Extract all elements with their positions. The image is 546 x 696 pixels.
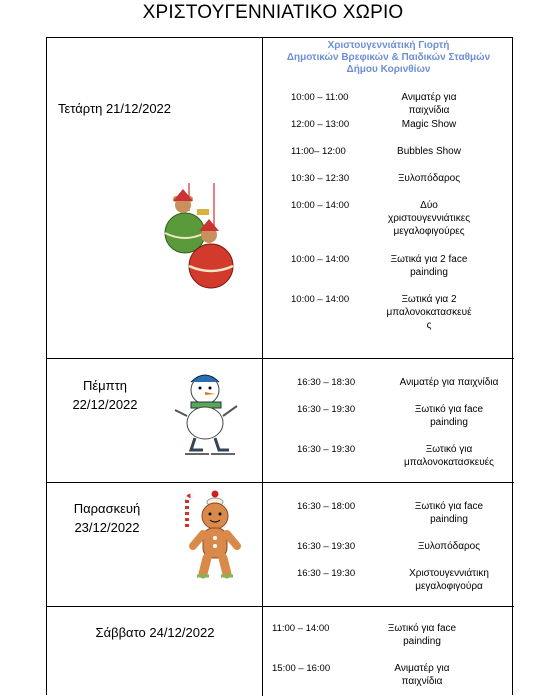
activity-line: παιχνίδια: [408, 105, 450, 116]
event-activity: [384, 403, 514, 429]
header-line: Δημοτικών Βρεφικών & Παιδικών Σταθμών: [286, 52, 491, 63]
event-time: 10:00 – 11:00: [291, 92, 349, 103]
day-date: 22/12/2022: [72, 397, 138, 412]
day-label: [57, 499, 157, 537]
day-label: Τετάρτη 21/12/2022: [57, 101, 172, 116]
day-label: Σάββατο 24/12/2022: [95, 625, 215, 640]
activity-line: Magic Show: [401, 119, 457, 130]
event-time: 10:00 – 14:00: [291, 200, 350, 211]
activity-line: Ξωτικό για face: [414, 501, 484, 512]
event-time: 16:30 – 19:30: [297, 541, 356, 552]
activity-line: Ξωτικό για: [425, 444, 473, 455]
gingerbread-man-icon: [181, 490, 241, 582]
event-time: 11:00– 12:00: [291, 146, 346, 157]
day-name: Πέμπτη: [82, 378, 127, 393]
activity-line: Ξωτικό για face: [387, 623, 457, 634]
event-activity: [357, 622, 487, 648]
activity-line: painding: [430, 514, 468, 525]
event-time: 16:30 – 19:30: [297, 404, 356, 415]
event-activity: [357, 662, 487, 688]
row-divider: [47, 606, 514, 607]
activity-line: Ξυλοπόδαρος: [397, 173, 461, 184]
event-time: 15:00 – 16:00: [272, 663, 331, 674]
event-activity: [384, 443, 514, 469]
event-time: 10:00 – 14:00: [291, 254, 350, 265]
event-time: 16:30 – 19:30: [297, 568, 356, 579]
activity-line: μεγαλοφιγούρες: [393, 226, 465, 237]
event-header: [263, 40, 514, 76]
activity-line: painding: [410, 267, 448, 278]
day-name: Παρασκευή: [73, 501, 141, 516]
column-divider: [262, 38, 263, 696]
event-time: 12:00 – 13:00: [291, 119, 350, 130]
activity-line: Δύο: [420, 200, 438, 211]
activity-line: ς: [426, 320, 432, 331]
activity-line: χριστουγεννιάτικες: [387, 213, 471, 224]
event-activity: [384, 540, 514, 553]
event-activity: [374, 91, 484, 117]
row-divider: [47, 482, 514, 483]
header-line: Δήμου Κορινθίων: [346, 64, 431, 75]
christmas-ornaments-icon: [159, 181, 239, 291]
event-activity: [374, 172, 484, 185]
event-activity: [374, 199, 484, 238]
day-date: 23/12/2022: [74, 520, 140, 535]
row-divider: [47, 358, 514, 359]
activity-line: Ανιματέρ για: [401, 92, 457, 103]
event-activity: [374, 293, 484, 332]
schedule-table: [46, 37, 513, 695]
activity-line: Ανιματέρ για: [394, 663, 450, 674]
activity-line: παιχνίδια: [401, 676, 443, 687]
activity-line: painding: [403, 636, 441, 647]
event-activity: [374, 145, 484, 158]
header-line: Χριστουγεννιάτική Γιορτή: [327, 40, 450, 51]
event-activity: [384, 567, 514, 593]
page-title: ΧΡΙΣΤΟΥΓΕΝΝΙΑΤΙΚΟ ΧΩΡΙΟ: [142, 2, 404, 23]
activity-line: μπαλονοκατασκευές: [404, 457, 494, 468]
event-activity: [374, 253, 484, 279]
event-time: 10:00 – 14:00: [291, 294, 350, 305]
activity-line: painding: [430, 417, 468, 428]
event-activity: [384, 376, 514, 389]
activity-line: Ξωτικό για face: [414, 404, 484, 415]
activity-line: Bubbles Show: [397, 146, 461, 157]
activity-line: Ξωτικά για 2: [401, 294, 457, 305]
event-time: 11:00 – 14:00: [272, 623, 330, 634]
day-label: [65, 376, 145, 414]
event-activity: [374, 118, 484, 131]
activity-line: Χριστουγεννιάτικη: [409, 568, 489, 579]
event-time: 16:30 – 18:00: [297, 501, 356, 512]
snowman-icon: [165, 368, 245, 458]
event-time: 16:30 – 18:30: [297, 377, 356, 388]
activity-line: μεγαλοφιγούρα: [415, 581, 483, 592]
activity-line: Ξωτικά για 2 face: [390, 254, 468, 265]
event-time: 16:30 – 19:30: [297, 444, 356, 455]
activity-line: Ξυλοπόδαρος: [417, 541, 481, 552]
event-time: 10:30 – 12:30: [291, 173, 350, 184]
activity-line: Ανιματέρ για παιχνίδια: [399, 377, 499, 388]
activity-line: μπαλονοκατασκευέ: [386, 307, 472, 318]
event-activity: [384, 500, 514, 526]
